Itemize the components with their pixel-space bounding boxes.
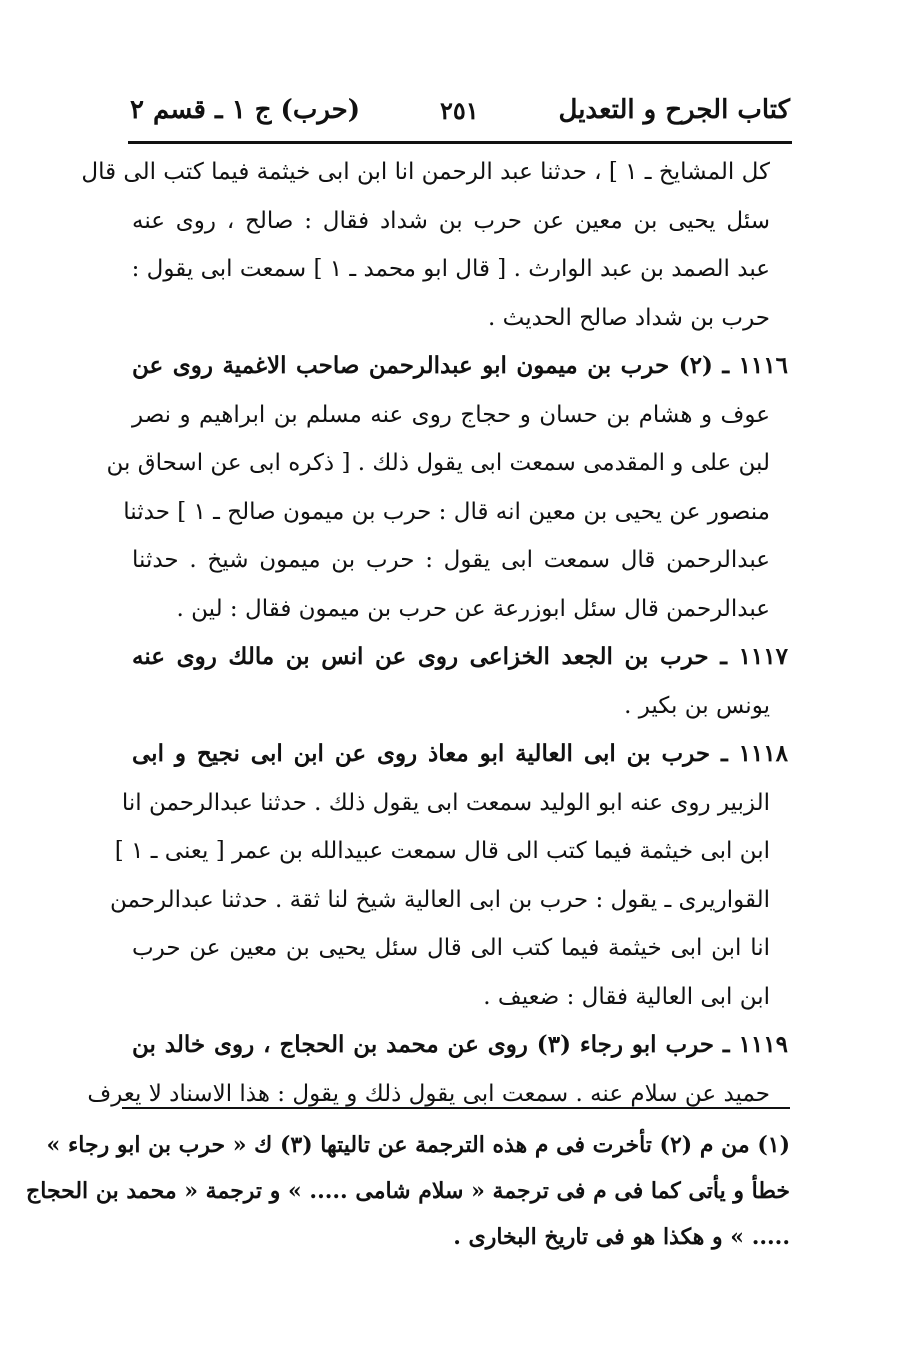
text-line: حرب بن شداد صالح الحديث . (487, 304, 770, 331)
footnote-line: خطأ و يأتى كما فى م فى ترجمة « سلام شامى ..... » و ترجمة « محمد بن الحجاج (26, 1178, 790, 1204)
text-line: منصور عن يحيى بن معين انه قال : حرب بن ميمون صالح ـ ١ ] حدثنا (123, 498, 770, 525)
text-line: القواريرى ـ يقول : حرب بن ابى العالية شيخ لنا ثقة . حدثنا عبدالرحمن (109, 886, 770, 913)
text-line: لبن على و المقدمى سمعت ابى يقول ذلك . [ ذكره ابى عن اسحاق بن (106, 450, 770, 476)
entry-start-1117: ١١١٧ ـ حرب بن الجعد الخزاعى روى عن انس بن مالك روى عنه (132, 643, 788, 670)
footnote-line: ..... » و هكذا هو فى تاريخ البخارى . (453, 1224, 790, 1250)
text-line: الزبير روى عنه ابو الوليد سمعت ابى يقول ذلك . حدثنا عبدالرحمن انا (121, 789, 770, 816)
entry-start-1116: ١١١٦ ـ (٢) حرب بن ميمون ابو عبدالرحمن صاحب الاغمية روى عن (132, 352, 788, 379)
footnotes (26, 1122, 790, 1260)
header-divider (128, 141, 792, 144)
text-line: عبد الصمد بن عبد الوارث . [ قال ابو محمد ـ ١ ] سمعت ابى يقول : (131, 256, 770, 282)
entry-start-1119: ١١١٩ ـ حرب ابو رجاء (٣) روى عن محمد بن الحجاج ، روى خالد بن (132, 1031, 788, 1058)
text-line: ابن ابى العالية فقال : ضعيف . (483, 983, 770, 1010)
text-line: ابن ابى خيثمة فيما كتب الى قال سمعت عبيدالله بن عمر [ يعنى ـ ١ ] (114, 838, 770, 864)
text-line: عوف و هشام بن حسان و حجاج روى عنه مسلم بن ابراهيم و نصر (132, 401, 770, 428)
running-header (130, 92, 790, 128)
entry-start-1118: ١١١٨ ـ حرب بن ابى العالية ابو معاذ روى عن ابن ابى نجيح و ابى (132, 740, 788, 767)
footnote-divider (122, 1107, 790, 1109)
text-line: عبدالرحمن قال سئل ابوزرعة عن حرب بن ميمون فقال : لين . (176, 595, 770, 622)
main-text (81, 148, 788, 1118)
text-line: سئل يحيى بن معين عن حرب بن شداد فقال : صالح ، روى عنه (132, 207, 770, 234)
page-number: ٢٥١ (439, 95, 479, 125)
text-line: حميد عن سلام عنه . سمعت ابى يقول ذلك و يقول : هذا الاسناد لا يعرف (87, 1080, 770, 1107)
section-label: (حرب) ج ١ ـ قسم ٢ (130, 95, 361, 125)
text-line: يونس بن بكير . (624, 692, 770, 719)
book-title: كتاب الجرح و التعديل (558, 95, 790, 125)
text-line: انا ابن ابى خيثمة فيما كتب الى قال سئل يحيى بن معين عن حرب (132, 935, 770, 961)
footnote-line: (١) من م (٢) تأخرت فى م هذه الترجمة عن تاليتها (٣) ك « حرب بن ابو رجاء » (46, 1132, 790, 1158)
text-line: كل المشايخ ـ ١ ] ، حدثنا عبد الرحمن انا ابن ابى خيثمة فيما كتب الى قال (81, 159, 770, 185)
text-line: عبدالرحمن قال سمعت ابى يقول : حرب بن ميمون شيخ . حدثنا (132, 547, 770, 573)
